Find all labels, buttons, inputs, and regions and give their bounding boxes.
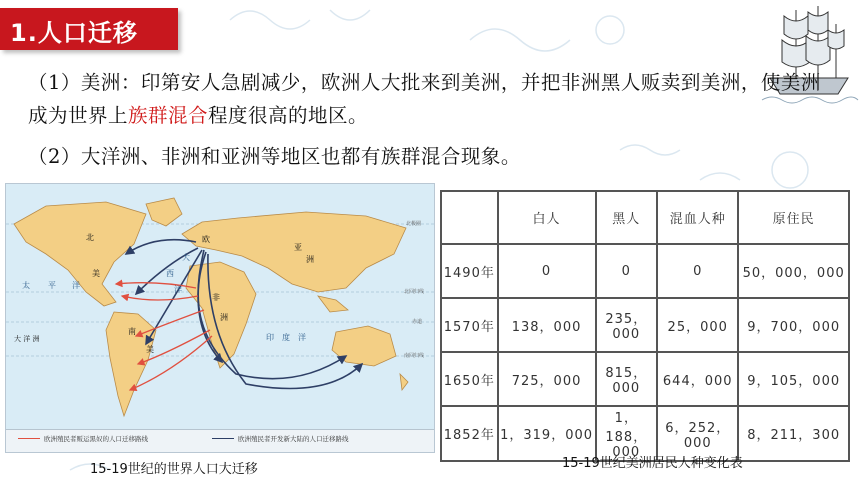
label-america-south: 美: [146, 345, 154, 354]
map-caption: 15-19世纪的世界人口大迁移: [90, 462, 258, 477]
label-indian-1: 印: [266, 333, 274, 342]
table-cell: 1，188，000: [596, 406, 658, 461]
table-cell: 725，000: [498, 352, 596, 406]
table-cell: 1，319，000: [498, 406, 596, 461]
table-cell: 0: [596, 244, 658, 298]
table-cell: 8，211，300: [738, 406, 849, 461]
table-row: [441, 298, 849, 352]
table-cell: 1490年: [441, 244, 498, 298]
label-africa-2: 洲: [220, 313, 228, 322]
label-pacific-3: 洋: [72, 281, 80, 290]
table-cell: 50，000，000: [738, 244, 849, 298]
table-cell: 9，700，000: [738, 298, 849, 352]
label-america: 美: [92, 269, 100, 278]
legend-blue-line: [212, 438, 234, 439]
table-header-cell: 白人: [498, 191, 596, 244]
label-indian-3: 洋: [298, 333, 306, 342]
label-atlantic-2: 西: [166, 269, 174, 278]
table-header-cell: 混血人种: [657, 191, 738, 244]
section-title-banner: [0, 8, 178, 50]
label-tropic-cancer: 北回归线: [404, 289, 425, 295]
label-tropic-capricorn: 南回归线: [404, 353, 425, 359]
table-cell: 815，000: [596, 352, 658, 406]
table-row: [441, 352, 849, 406]
legend-blue-label: 欧洲殖民者开发新大陆的人口迁移路线: [238, 435, 349, 443]
label-oceania: 大 洋 洲: [14, 335, 40, 343]
table-cell: 235，000: [596, 298, 658, 352]
label-pacific-1: 太: [22, 281, 30, 290]
table-cell: 1650年: [441, 352, 498, 406]
table-header-cell: 原住民: [738, 191, 849, 244]
table-cell: 138，000: [498, 298, 596, 352]
table-cell: 9，105，000: [738, 352, 849, 406]
continents: [14, 198, 408, 416]
table-cell: 1570年: [441, 298, 498, 352]
legend-red-line: [18, 438, 40, 439]
world-migration-map: [5, 183, 435, 453]
section-title: 1.人口迁移: [10, 19, 138, 47]
table-cell: 0: [657, 244, 738, 298]
label-asia-1: 亚: [294, 243, 302, 252]
label-africa-1: 非: [212, 293, 220, 302]
population-table: [440, 190, 850, 462]
map-legend: [6, 429, 434, 452]
table-header-row: [441, 191, 849, 244]
paragraph-americas: [28, 66, 828, 132]
label-south: 南: [128, 327, 136, 336]
label-europe: 欧: [202, 235, 210, 244]
label-atlantic-3: 洋: [174, 285, 182, 294]
table-cell: 0: [498, 244, 596, 298]
legend-red-label: 欧洲殖民者贩运黑奴的人口迁移路线: [44, 435, 148, 443]
label-pacific-2: 平: [48, 281, 56, 290]
label-indian-2: 度: [282, 333, 290, 342]
paragraph-americas-end: 程度很高的地区。: [208, 104, 369, 127]
table-header-cell: 黑人: [596, 191, 658, 244]
table-header-cell: [441, 191, 498, 244]
paragraph-other-regions: （2）大洋洲、非洲和亚洲等地区也都有族群混合现象。: [28, 145, 521, 168]
label-north: 北: [86, 233, 94, 242]
table-cell: 1852年: [441, 406, 498, 461]
table-cell: 644，000: [657, 352, 738, 406]
label-asia-2: 洲: [306, 255, 314, 264]
paragraph-americas-text: （1）美洲：印第安人急剧减少，欧洲人大批来到美洲，并把非洲黑人贩卖到美洲，使美洲成为世界上: [28, 71, 821, 127]
table-cell: 6，252，000: [657, 406, 738, 461]
table-row: [441, 244, 849, 298]
label-arctic-circle: 北极圈: [406, 221, 422, 227]
table-cell: 25，000: [657, 298, 738, 352]
table-caption: 15-19世纪美洲居民人种变化表: [562, 456, 743, 471]
highlight-ethnic-mixing: 族群混合: [128, 104, 209, 127]
label-atlantic-1: 大: [182, 253, 190, 262]
label-equator: 赤道: [412, 319, 423, 325]
